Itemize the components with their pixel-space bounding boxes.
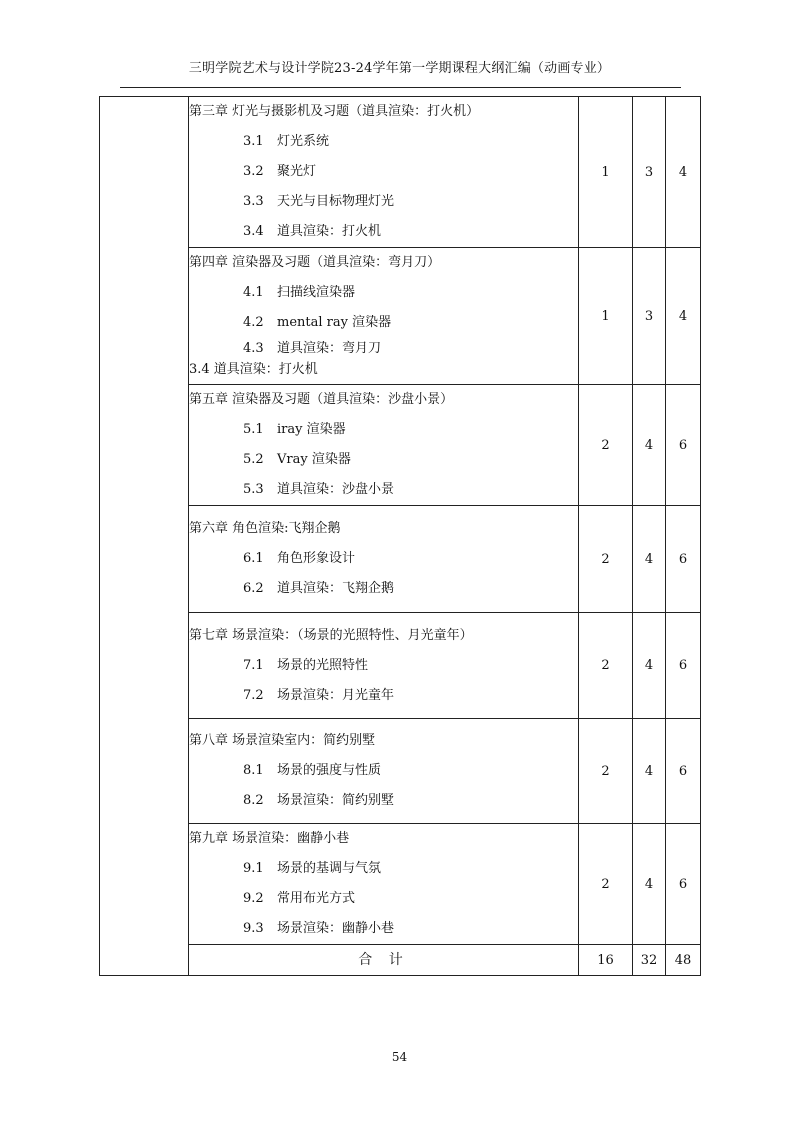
section-line — [189, 756, 578, 786]
section-text: 道具渲染：沙盘小景 — [277, 482, 395, 497]
section-number: 6.2 — [243, 581, 264, 596]
section-text: 常用布光方式 — [277, 891, 356, 906]
section-line — [189, 415, 578, 445]
section-line — [189, 217, 578, 247]
hours-value: 1 — [579, 97, 633, 248]
chapter-cell — [189, 824, 579, 945]
total-row — [100, 945, 701, 976]
section-number: 3.2 — [243, 164, 264, 179]
section-text: 场景的基调与气氛 — [277, 861, 382, 876]
section-number: 4.1 — [243, 285, 264, 300]
section-text: 道具渲染：弯月刀 — [277, 341, 382, 356]
hours-value: 4 — [666, 97, 701, 248]
section-number: 5.2 — [243, 452, 264, 467]
section-number: 8.2 — [243, 793, 264, 808]
section-text: 场景渲染：月光童年 — [277, 687, 395, 703]
hours-value: 3 — [633, 97, 666, 248]
hours-value: 2 — [579, 824, 633, 945]
section-text: 扫描线渲染器 — [277, 285, 356, 300]
hours-value: 2 — [579, 613, 633, 719]
course-outline-table — [99, 96, 701, 976]
hours-value: 4 — [633, 613, 666, 719]
total-value: 16 — [579, 945, 633, 976]
hours-value: 2 — [579, 719, 633, 824]
section-number: 5.3 — [243, 482, 264, 497]
section-text: 聚光灯 — [277, 164, 317, 179]
section-line — [189, 574, 578, 604]
table-row — [100, 824, 701, 945]
section-line — [189, 338, 578, 360]
hours-value: 3 — [633, 248, 666, 385]
section-line — [189, 187, 578, 217]
chapter-title: 第三章 灯光与摄影机及习题（道具渲染：打火机） — [189, 104, 480, 119]
section-text: 场景渲染：幽静小巷 — [277, 921, 395, 936]
chapter-cell — [189, 613, 579, 719]
section-number: 8.1 — [243, 763, 264, 778]
page-header-title: 三明学院艺术与设计学院23-24学年第一学期课程大纲汇编（动画专业） — [188, 61, 611, 76]
hours-value: 4 — [633, 719, 666, 824]
table-row — [100, 248, 701, 385]
section-text: 场景渲染：简约别墅 — [277, 793, 395, 808]
hours-value: 6 — [666, 824, 701, 945]
section-number: 9.2 — [243, 891, 264, 906]
table-row — [100, 97, 701, 248]
section-line — [189, 445, 578, 475]
chapter-cell — [189, 719, 579, 824]
section-text: mental ray 渲染器 — [277, 315, 392, 330]
total-value: 32 — [633, 945, 666, 976]
section-line — [189, 651, 578, 681]
section-line — [189, 157, 578, 187]
section-number: 9.3 — [243, 921, 264, 936]
chapter-title: 第六章 角色渲染:飞翔企鹅 — [189, 521, 341, 536]
hours-value: 6 — [666, 613, 701, 719]
total-value: 48 — [666, 945, 701, 976]
section-text: 角色形象设计 — [277, 551, 356, 566]
hours-value: 1 — [579, 248, 633, 385]
section-number: 5.1 — [243, 422, 264, 437]
hours-value: 4 — [633, 824, 666, 945]
hours-value: 2 — [579, 385, 633, 506]
section-number: 3.3 — [243, 194, 264, 209]
section-text: Vray 渲染器 — [277, 452, 351, 467]
chapter-cell — [189, 506, 579, 613]
chapter-cell — [189, 385, 579, 506]
section-text: 道具渲染：打火机 — [277, 224, 382, 239]
section-line-misaligned: 3.4 道具渲染：打火机 — [189, 362, 318, 377]
header-rule — [120, 87, 681, 88]
section-text: 天光与目标物理灯光 — [277, 194, 395, 209]
chapter-title: 第九章 场景渲染：幽静小巷 — [189, 831, 350, 846]
hours-value: 4 — [666, 248, 701, 385]
section-text: 道具渲染：飞翔企鹅 — [277, 581, 395, 596]
section-line — [189, 854, 578, 884]
section-number: 3.1 — [243, 134, 264, 149]
section-number: 4.2 — [243, 315, 264, 330]
chapter-title: 第八章 场景渲染室内：简约别墅 — [189, 733, 376, 748]
section-line — [189, 475, 578, 505]
section-line — [189, 786, 578, 816]
section-line — [189, 681, 578, 711]
section-number: 7.1 — [243, 657, 264, 673]
chapter-title: 第七章 场景渲染：（场景的光照特性、月光童年） — [189, 627, 473, 643]
total-label: 合 计 — [358, 952, 409, 968]
chapter-title: 第五章 渲染器及习题（道具渲染：沙盘小景） — [189, 392, 454, 407]
section-text: 灯光系统 — [277, 134, 330, 149]
chapter-cell — [189, 248, 579, 385]
chapter-title: 第四章 渲染器及习题（道具渲染：弯月刀） — [189, 255, 441, 270]
hours-value: 6 — [666, 506, 701, 613]
section-line — [189, 884, 578, 914]
section-text: 场景的强度与性质 — [277, 763, 382, 778]
section-text: 场景的光照特性 — [277, 657, 369, 673]
section-number: 3.4 — [243, 224, 264, 239]
blank-left-column — [100, 97, 189, 976]
section-number: 9.1 — [243, 861, 264, 876]
hours-value: 6 — [666, 385, 701, 506]
hours-value: 4 — [633, 385, 666, 506]
section-number: 7.2 — [243, 687, 264, 703]
table-row — [100, 385, 701, 506]
page-number: 54 — [391, 1050, 408, 1064]
section-line — [189, 914, 578, 944]
section-line — [189, 544, 578, 574]
section-line — [189, 127, 578, 157]
section-text: iray 渲染器 — [277, 422, 346, 437]
section-line — [189, 308, 578, 338]
total-label-cell — [189, 945, 579, 976]
table-row — [100, 719, 701, 824]
hours-value: 6 — [666, 719, 701, 824]
chapter-cell — [189, 97, 579, 248]
table-row — [100, 506, 701, 613]
hours-value: 4 — [633, 506, 666, 613]
section-number: 6.1 — [243, 551, 264, 566]
hours-value: 2 — [579, 506, 633, 613]
section-number: 4.3 — [243, 341, 264, 356]
section-line — [189, 278, 578, 308]
table-row — [100, 613, 701, 719]
